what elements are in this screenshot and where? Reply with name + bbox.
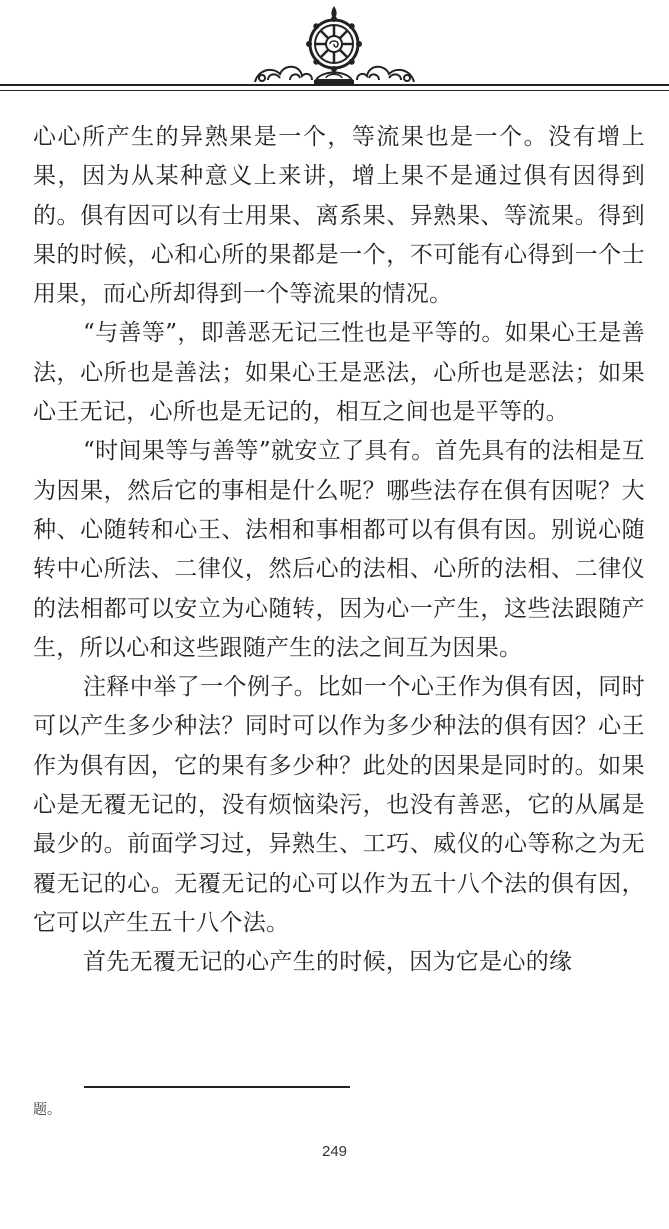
footnote-text: 题。 bbox=[33, 1102, 61, 1118]
header-rule-thick bbox=[0, 84, 669, 86]
cloud-scroll-icon-right bbox=[357, 67, 414, 82]
cloud-scroll-icon-left bbox=[255, 67, 312, 82]
header-rule-thin bbox=[0, 90, 669, 91]
paragraph-1: 心心所产生的异熟果是一个，等流果也是一个。没有增上果，因为从某种意义上来讲，增上果不是通过俱有因得到的。俱有因可以有士用果、离系果、异熟果、等流果。得到果的时候，心和心所的果都是一个，不可能有心得到一个士用果，而心所却得到一个等流果的情况。 bbox=[33, 124, 645, 308]
header-ornament-graphic bbox=[0, 0, 669, 110]
paragraph-4: 注释中举了一个例子。比如一个心王作为俱有因，同时可以产生多少种法？同时可以作为多少种法的俱有因？心王作为俱有因，它的果有多少种？此处的因果是同时的。如果心是无覆无记的，没有烦恼染污，也没有善恶，它的从属是最少的。前面学习过，异熟生、工巧、威仪的心等称之为无覆无记的心。无覆无记的心可以作为五十八个法的俱有因，它可以产生五十八个法。 bbox=[33, 674, 645, 936]
footnote-separator bbox=[84, 1086, 350, 1088]
main-text bbox=[33, 118, 645, 983]
page-header-ornament bbox=[0, 0, 669, 110]
dharma-wheel-icon bbox=[306, 6, 362, 84]
page-number: 249 bbox=[321, 1143, 348, 1160]
paragraph-2: “与善等”，即善恶无记三性也是平等的。如果心王是善法，心所也是善法；如果心王是恶法，心所也是恶法；如果心王无记，心所也是无记的，相互之间也是平等的。 bbox=[33, 320, 645, 426]
paragraph-5: 首先无覆无记的心产生的时候，因为它是心的缘 bbox=[83, 949, 573, 976]
paragraph-3: “时间果等与善等”就安立了具有。首先具有的法相是互为因果，然后它的事相是什么呢？哪些法存在俱有因呢？大种、心随转和心王、法相和事相都可以有俱有因。别说心随转中心所法、二律仪，然后心的法相、心所的法相、二律仪的法相都可以安立为心随转，因为心一产生，这些法跟随产生，所以心和这些跟随产生的法之间互为因果。 bbox=[33, 438, 645, 661]
